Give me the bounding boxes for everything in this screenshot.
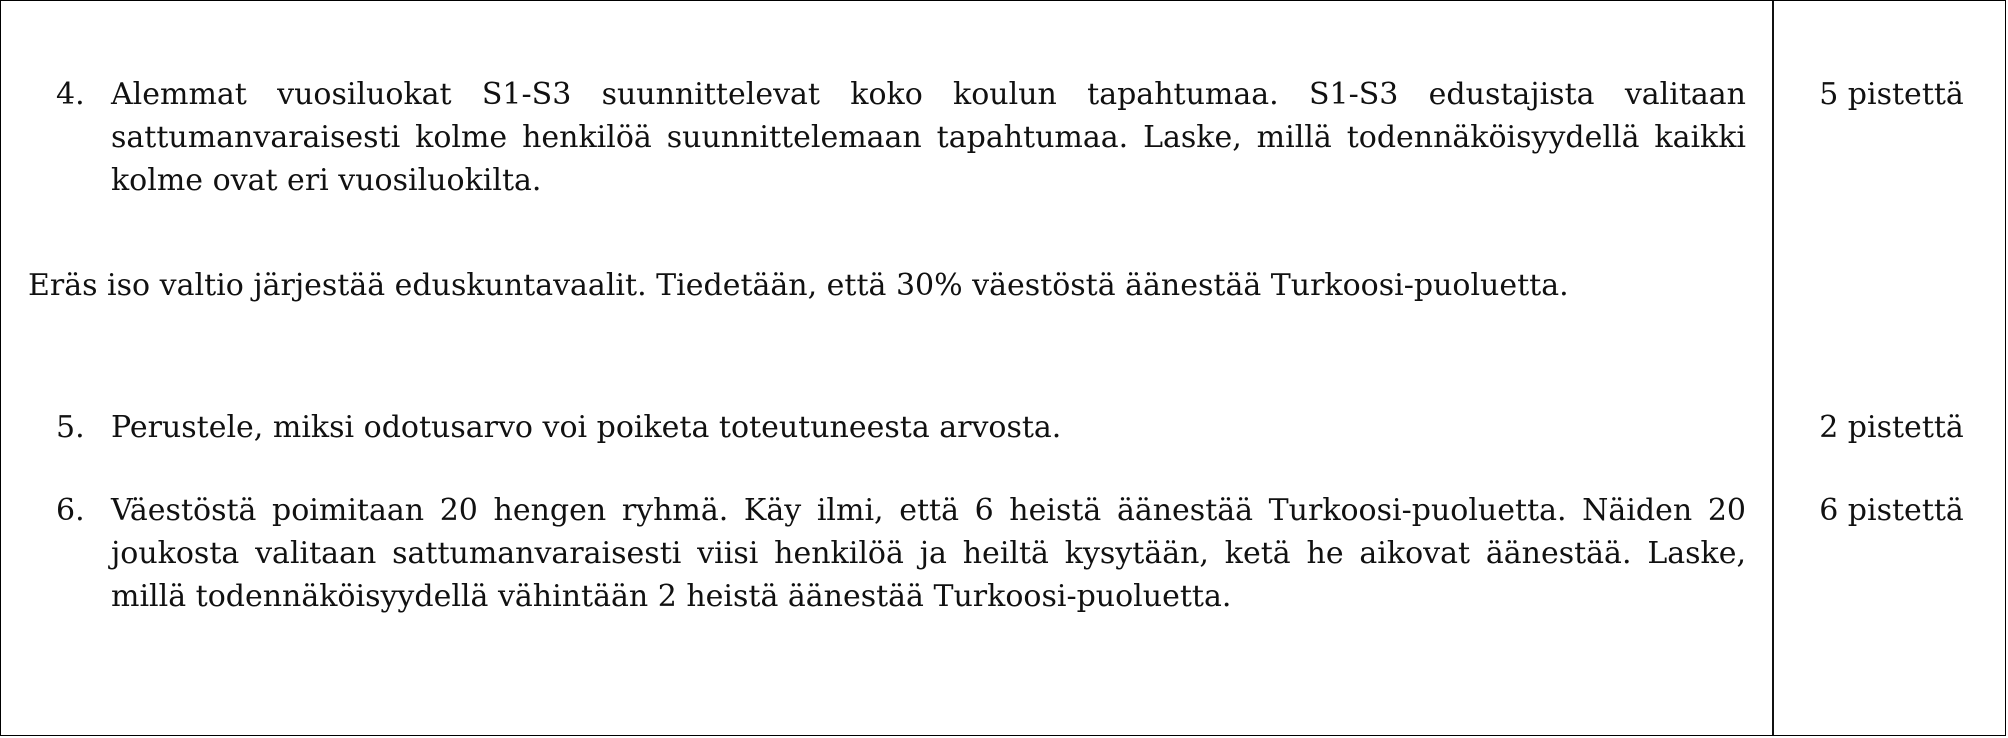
question-text-4: Alemmat vuosiluokat S1-S3 suunnittelevat koko koulun tapahtumaa. S1-S3 edustajista valitaan sattumanvaraisesti kolme henkilöä suunnittelemaan tapahtumaa. Laske, millä todennäköisyydellä kaikki kolme ovat eri vuosiluokilta. xyxy=(111,77,1746,198)
points-question-5: 2 pistettä xyxy=(1819,410,1964,445)
question-number-6: 6. xyxy=(56,493,85,528)
question-number-4: 4. xyxy=(56,77,85,112)
intro-paragraph: Eräs iso valtio järjestää eduskuntavaalit. Tiedetään, että 30% väestöstä äänestää Turkoosi-puoluetta. xyxy=(28,268,1569,303)
points-question-6: 6 pistettä xyxy=(1819,493,1964,528)
question-text-5: Perustele, miksi odotusarvo voi poiketa toteutuneesta arvosta. xyxy=(111,410,1062,445)
question-6 xyxy=(56,489,1746,618)
points-column xyxy=(1774,1,2006,736)
question-4 xyxy=(56,73,1746,202)
question-text-6: Väestöstä poimitaan 20 hengen ryhmä. Käy ilmi, että 6 heistä äänestää Turkoosi-puoluetta. Näiden 20 joukosta valitaan sattumanvaraisesti viisi henkilöä ja heiltä kysytään, ketä he aikovat äänestää. Laske, millä todennäköisyydellä vähintään 2 heistä äänestää Turkoosi-puoluetta. xyxy=(111,493,1746,614)
question-5 xyxy=(56,406,1746,449)
question-column xyxy=(1,1,1772,736)
question-number-5: 5. xyxy=(56,410,85,445)
points-question-4: 5 pistettä xyxy=(1819,77,1964,112)
